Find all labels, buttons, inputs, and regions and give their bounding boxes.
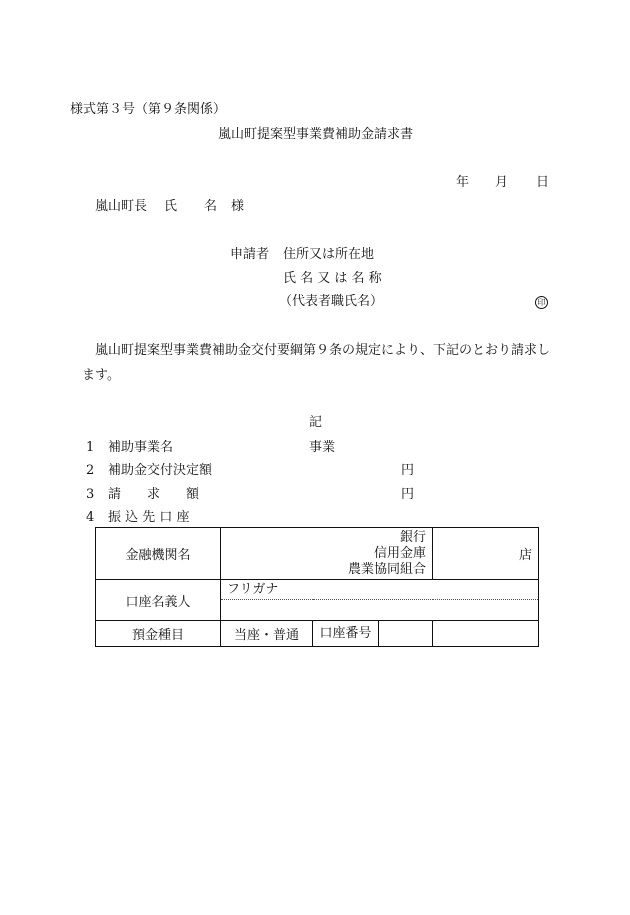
form-number: 様式第３号（第９条関係） — [70, 102, 227, 117]
holder-label: 口座名義人 — [96, 580, 221, 621]
account-number-field — [379, 621, 432, 646]
addressee-mei: 名 — [204, 199, 218, 214]
item-2-label: 補助金交付決定額 — [108, 463, 213, 478]
applicant-name: 氏 名 又 は 名 称 — [283, 271, 382, 286]
item-3-value: 円 — [401, 487, 415, 502]
item-1-label: 補助事業名 — [108, 440, 174, 455]
item-3-number: 3 — [86, 487, 95, 502]
institution-label: 金融機関名 — [96, 528, 221, 580]
applicant-address: 住所又は所在地 — [283, 247, 375, 262]
date-month: 月 — [495, 175, 509, 190]
branch-cell: 店 — [433, 528, 539, 580]
applicant-representative: （代表者職氏名） — [279, 294, 384, 309]
addressee-shi: 氏 — [164, 199, 178, 214]
agri-type: 農業協同組合 — [348, 561, 427, 577]
account-number-field-2 — [433, 621, 539, 647]
applicant-label: 申請者 — [230, 247, 270, 262]
body-line-1: 嵐山町提案型事業費補助金交付要綱第９条の規定により、下記のとおり請求し — [95, 343, 551, 358]
seal-text: 印 — [535, 296, 548, 309]
document-title: 嵐山町提案型事業費補助金請求書 — [218, 127, 414, 142]
item-1-value: 事業 — [309, 440, 336, 455]
item-3-label: 請 求 額 — [108, 487, 200, 502]
addressee-prefix: 嵐山町長 — [95, 199, 148, 214]
account-table — [95, 527, 539, 647]
item-4-label: 振 込 先 口 座 — [108, 510, 190, 525]
holder-name-field — [221, 600, 539, 621]
ki-heading: 記 — [309, 415, 323, 430]
body-line-2: ます。 — [82, 368, 120, 383]
item-2-number: 2 — [86, 463, 95, 478]
institution-types — [221, 528, 433, 580]
item-2-value: 円 — [401, 463, 415, 478]
item-1-number: 1 — [86, 440, 95, 455]
item-4-number: 4 — [86, 510, 95, 525]
account-number-cell — [313, 621, 433, 647]
furigana-field: フリガナ — [221, 580, 539, 600]
bank-type: 銀行 — [400, 529, 427, 545]
deposit-label: 預金種目 — [96, 621, 221, 647]
addressee-sama: 様 — [231, 199, 245, 214]
account-number-label: 口座番号 — [313, 621, 379, 646]
seal-mark — [535, 294, 548, 310]
date-day: 日 — [536, 175, 550, 190]
deposit-type: 当座・普通 — [221, 621, 313, 647]
date-year: 年 — [456, 175, 470, 190]
credit-type: 信用金庫 — [374, 545, 427, 561]
